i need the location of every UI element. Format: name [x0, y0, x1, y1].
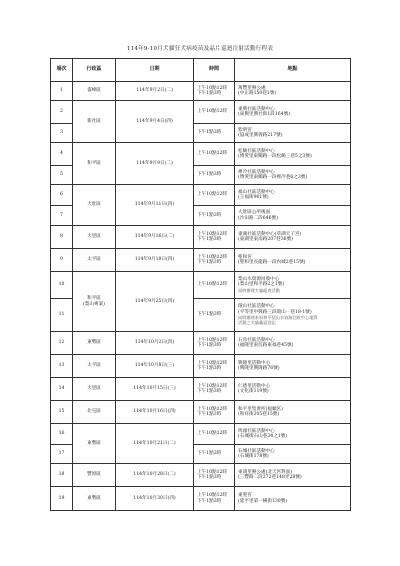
session-number-cell: 4	[51, 143, 73, 166]
district-line: 新社區	[87, 118, 101, 124]
district-line: 東勢區	[87, 495, 101, 501]
time-line: 下午1點3時	[197, 366, 222, 371]
location-line: 聖和宮	[238, 254, 252, 260]
session-number-cell: 1	[51, 82, 73, 101]
time-line: 上午10點12時	[197, 469, 228, 475]
district-cell	[73, 355, 116, 378]
district-line: (梨山專案)	[83, 301, 105, 307]
time-cell	[194, 124, 235, 143]
location-cell	[235, 464, 351, 487]
time-line: 下午1點3時	[197, 451, 222, 457]
header-date: 日期	[116, 59, 194, 82]
schedule-table	[50, 58, 351, 511]
location-line: 福山社區活動中心	[238, 189, 275, 195]
header-session: 場次	[51, 59, 73, 82]
session-number-cell: 9	[51, 249, 73, 272]
location-cell	[235, 206, 351, 226]
location-cell	[235, 401, 351, 424]
location-line: 同時辦理犬貓絕育活動	[238, 287, 280, 293]
location-cell	[235, 101, 351, 124]
location-line: 和平里集會所(福順宮)	[238, 406, 283, 412]
table-row	[51, 332, 351, 355]
time-cell	[194, 206, 235, 226]
district-cell	[73, 487, 116, 511]
session-number-cell: 14	[51, 378, 73, 401]
session-number-cell: 16	[51, 424, 73, 445]
table-row	[51, 101, 351, 124]
table-row	[51, 378, 351, 401]
time-line: 上午10點12時	[197, 231, 228, 237]
time-line: 上午10點12時	[197, 431, 228, 437]
table-row	[51, 355, 351, 378]
time-line: 下午1點3時	[197, 212, 222, 218]
table-row	[51, 401, 351, 424]
session-number-cell: 15	[51, 401, 73, 424]
date-cell: 114年10月2日(四)	[116, 332, 194, 355]
time-line: 上午10點12時	[197, 337, 228, 343]
date-cell: 114年9月2日(二)	[116, 82, 194, 101]
location-line: 興隆里活動中心	[238, 360, 271, 366]
location-line: 萬豐里辦公處	[238, 85, 266, 91]
time-line: 下午1點3時	[197, 237, 222, 242]
time-line: 下午1點3時	[197, 260, 222, 265]
date-cell: 114年9月9日(二)	[116, 143, 194, 185]
location-line: 松鶴社區活動中心	[238, 148, 275, 154]
location-line: 環山社區活動中心	[238, 304, 275, 310]
session-number-cell: 2	[51, 101, 73, 124]
location-line: 東湳里辦公處(北天宮對面)	[238, 469, 293, 475]
session-number-cell: 5	[51, 166, 73, 185]
time-cell	[194, 445, 235, 464]
district-cell	[73, 82, 116, 101]
district-cell	[73, 378, 116, 401]
location-line: (石城街178號)	[238, 454, 269, 459]
header-time: 時間	[194, 59, 235, 82]
session-number-cell: 18	[51, 464, 73, 487]
time-line: 上午10點12時	[197, 493, 228, 499]
time-line: 上午10點12時	[197, 406, 228, 412]
time-cell	[194, 464, 235, 487]
date-cell: 114年10月30日(四)	[116, 487, 194, 511]
time-cell	[194, 299, 235, 332]
location-cell	[235, 355, 351, 378]
time-cell	[194, 143, 235, 166]
location-line: 東湖社區活動中心(草湖天子宮)	[238, 231, 302, 237]
location-cell	[235, 424, 351, 445]
time-line: 下午1點3時	[197, 498, 222, 504]
table-row	[51, 185, 351, 206]
location-line: (博愛里東關路一段裡冷巷6之3號)	[238, 175, 308, 180]
session-number-cell: 8	[51, 226, 73, 249]
time-line: 下午1點3時	[197, 389, 222, 394]
date-cell: 114年9月11日(四)	[116, 185, 194, 226]
session-number-cell: 13	[51, 355, 73, 378]
location-line: (聖和里長龍路一段內城2巷15號)	[238, 260, 306, 265]
location-cell	[235, 332, 351, 355]
date-cell: 114年10月8日(三)	[116, 355, 194, 378]
district-line: 霧峰區	[87, 88, 101, 94]
district-cell	[73, 226, 116, 249]
location-line: (平等里中興路三段環山一巷18-1號)	[238, 309, 312, 315]
location-cell	[235, 378, 351, 401]
table-row	[51, 487, 351, 511]
table-row	[51, 82, 351, 101]
location-line: (沙田路二段646號)	[238, 215, 278, 221]
table-header-row	[51, 59, 351, 82]
location-cell	[235, 299, 351, 332]
header-location: 地點	[235, 59, 351, 82]
time-cell	[194, 401, 235, 424]
location-cell	[235, 185, 351, 206]
location-line: (東湖里東南路207巷36號)	[238, 237, 293, 242]
location-line: (福隆里東坑路東福巷45號)	[238, 343, 294, 348]
date-cell: 114年9月16日(二)	[116, 226, 194, 249]
district-cell	[73, 143, 116, 185]
date-cell: 114年9月4日(四)	[116, 101, 194, 143]
table-row	[51, 249, 351, 272]
time-line: 下午1點3時	[197, 91, 222, 96]
location-line: 活動之犬貓戴返登記	[238, 320, 276, 326]
district-cell	[73, 424, 116, 464]
district-line: 豐原區	[87, 472, 101, 478]
time-cell	[194, 272, 235, 299]
time-cell	[194, 487, 235, 511]
session-number-cell: 6	[51, 185, 73, 206]
district-cell	[73, 185, 116, 226]
time-cell	[194, 249, 235, 272]
location-line: 仁德里活動中心	[238, 383, 271, 389]
location-line: (和祥街205巷15號)	[238, 412, 280, 417]
location-line: 埤頭社區活動中心	[238, 428, 275, 434]
location-cell	[235, 82, 351, 101]
district-cell	[73, 464, 116, 487]
time-cell	[194, 378, 235, 401]
session-number-cell: 10	[51, 272, 73, 299]
table-row	[51, 272, 351, 299]
location-line: 石角社區活動中心	[238, 337, 275, 343]
district-line: 東勢區	[87, 340, 101, 346]
table-row	[51, 226, 351, 249]
district-line: 和平區	[87, 296, 101, 302]
time-cell	[194, 226, 235, 249]
time-cell	[194, 101, 235, 124]
location-cell	[235, 124, 351, 143]
time-line: 下午1點3時	[197, 412, 222, 417]
location-line: 裡冷社區活動中心	[238, 169, 275, 175]
location-line: 石城社區活動中心	[238, 448, 275, 454]
district-line: 和平區	[87, 160, 101, 166]
time-cell	[194, 166, 235, 185]
district-line: 太平區	[87, 257, 101, 263]
location-line: (中正路150巷1號)	[238, 91, 277, 96]
date-cell: 114年9月25日(四)	[116, 272, 194, 332]
district-line: 大里區	[87, 386, 101, 392]
location-line: (梨山里和平路2之1號)	[238, 282, 285, 288]
location-line: (博愛里東關路一段松鶴三巷5之3號)	[238, 154, 312, 159]
session-number-cell: 7	[51, 206, 73, 226]
location-line: (興隆里興隆路76號)	[238, 366, 280, 371]
session-number-cell: 3	[51, 124, 73, 143]
location-cell	[235, 249, 351, 272]
time-line: 上午10點12時	[197, 282, 228, 288]
location-line: (王福街961號)	[238, 195, 269, 200]
session-number-cell: 19	[51, 487, 73, 511]
district-cell	[73, 401, 116, 424]
district-cell	[73, 272, 116, 332]
district-line: 東勢區	[87, 440, 101, 446]
location-line: (東興里興社街1段164號)	[238, 112, 291, 117]
district-line: 太平區	[87, 363, 101, 369]
time-line: 上午10點12時	[197, 383, 228, 389]
location-line: (延平里第一橫街130號)	[238, 498, 288, 504]
location-line: 梨山水資源回收中心	[238, 276, 280, 282]
district-cell	[73, 249, 116, 272]
location-cell	[235, 226, 351, 249]
time-line: 上午10點12時	[197, 192, 228, 198]
date-cell: 114年10月15日(三)	[116, 378, 194, 401]
session-number-cell: 11	[51, 299, 73, 332]
table-row	[51, 464, 351, 487]
time-line: 下午1點3時	[197, 312, 222, 318]
location-cell	[235, 272, 351, 299]
time-line: 上午10點12時	[197, 151, 228, 157]
location-line: (協成里興義路217號)	[238, 133, 283, 138]
time-cell	[194, 355, 235, 378]
location-line: 同時辦理本府和平梨山水資源回收中心地質	[238, 315, 318, 320]
time-cell	[194, 82, 235, 101]
district-cell	[73, 101, 116, 143]
location-line: 紫明宮	[238, 127, 252, 133]
time-line: 上午10點12時	[197, 254, 228, 260]
table-row	[51, 424, 351, 445]
time-line: 上午10點12時	[197, 109, 228, 115]
time-line: 下午1點3時	[197, 475, 222, 480]
date-cell: 114年10月21日(二)	[116, 424, 194, 464]
session-number-cell: 12	[51, 332, 73, 355]
time-line: 下午1點3時	[197, 343, 222, 348]
district-line: 大肚區	[87, 202, 101, 208]
date-cell: 114年10月28日(二)	[116, 464, 194, 487]
location-line: 東興社區活動中心	[238, 106, 275, 112]
session-number-cell: 17	[51, 445, 73, 464]
time-line: 上午10點12時	[197, 360, 228, 366]
location-cell	[235, 445, 351, 464]
location-line: (石城街石山巷34之1號)	[238, 434, 288, 439]
table-row	[51, 143, 351, 166]
time-line: 下午1點3時	[197, 172, 222, 178]
location-line: 大肚區公所後面	[238, 210, 271, 216]
document-title: 114年9-10月犬貓狂犬病疫苗及晶片巡迴注射活動行程表	[126, 46, 274, 52]
location-line: (文化街119號)	[238, 389, 269, 394]
location-cell	[235, 143, 351, 166]
header-district: 行政區	[73, 59, 116, 82]
location-cell	[235, 487, 351, 511]
date-cell: 114年9月18日(四)	[116, 249, 194, 272]
location-cell	[235, 166, 351, 185]
date-cell: 114年10月16日(四)	[116, 401, 194, 424]
time-line: 下午1點3時	[197, 130, 222, 136]
time-cell	[194, 332, 235, 355]
district-line: 北屯區	[87, 409, 101, 415]
district-cell	[73, 332, 116, 355]
district-line: 大里區	[87, 234, 101, 240]
location-line: 東聖宮	[238, 493, 252, 499]
time-line: 上午10點12時	[197, 85, 228, 91]
location-line: (三豐路二段272巷148弄28號)	[238, 475, 302, 480]
time-cell	[194, 185, 235, 206]
time-cell	[194, 424, 235, 445]
